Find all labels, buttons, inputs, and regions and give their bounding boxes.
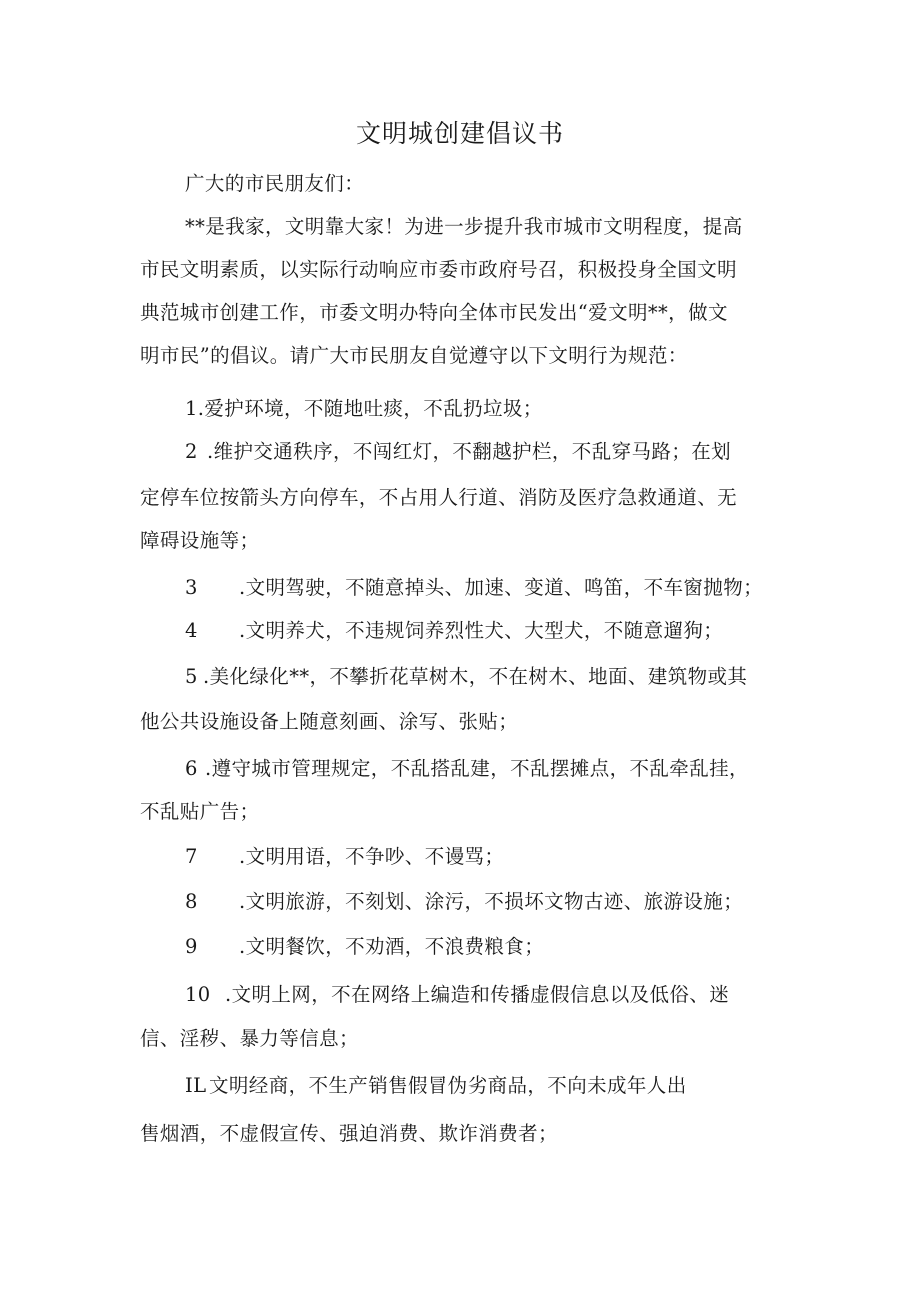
item-text: .维护交通秩序，不闯红灯，不翻越护栏，不乱穿马路；在划 bbox=[207, 440, 731, 463]
list-item-4 bbox=[185, 617, 723, 645]
item-text: .文明养犬，不违规饲养烈性犬、大型犬，不随意遛狗； bbox=[239, 619, 724, 642]
list-item-2 bbox=[185, 438, 731, 466]
item-number: 1. bbox=[185, 397, 205, 420]
list-item-3 bbox=[185, 574, 763, 602]
list-item-11 bbox=[185, 1072, 687, 1100]
item-text: .文明上网，不在网络上编造和传播虚假信息以及低俗、迷 bbox=[225, 983, 730, 1006]
intro-line-2: 市民文明素质，以实际行动响应市委市政府号召，积极投身全国文明 bbox=[140, 258, 738, 281]
item-number: 8 bbox=[185, 890, 198, 913]
list-item-5 bbox=[185, 663, 747, 691]
list-item-2-line-3: 障碍设施等； bbox=[140, 529, 260, 552]
item-text: .文明用语，不争吵、不谩骂； bbox=[239, 845, 505, 868]
list-item-5-line-2: 他公共设施设备上随意刻画、涂写、张贴； bbox=[140, 710, 519, 733]
item-number: 4 bbox=[185, 619, 198, 642]
item-number: 6 bbox=[185, 757, 198, 780]
item-number: 5 bbox=[185, 665, 198, 688]
salutation: 广大的市民朋友们： bbox=[185, 172, 365, 195]
item-number: 7 bbox=[185, 845, 198, 868]
item-number: 2 bbox=[185, 440, 198, 463]
item-text: .美化绿化**，不攀折花草树木，不在树木、地面、建筑物或其 bbox=[203, 665, 748, 688]
item-number: 9 bbox=[185, 935, 198, 958]
list-item-11-line-2: 售烟酒，不虚假宣传、强迫消费、欺诈消费者； bbox=[140, 1122, 558, 1145]
list-item-6-line-2: 不乱贴广告； bbox=[140, 800, 260, 823]
list-item-1 bbox=[185, 395, 543, 423]
intro-line-3: 典范城市创建工作，市委文明办特向全体市民发出“爱文明**，做文 bbox=[140, 301, 728, 324]
item-text: 文明经商，不生产销售假冒伪劣商品，不向未成年人出 bbox=[209, 1074, 687, 1097]
list-item-2-line-2: 定停车位按箭头方向停车，不占用人行道、消防及医疗急救通道、无 bbox=[140, 486, 738, 509]
item-text: .文明驾驶，不随意掉头、加速、变道、鸣笛，不车窗抛物； bbox=[239, 576, 763, 599]
item-number: 10 bbox=[185, 983, 211, 1006]
item-text: .遵守城市管理规定，不乱搭乱建，不乱摆摊点，不乱牵乱挂， bbox=[205, 757, 749, 780]
list-item-6 bbox=[185, 755, 749, 783]
item-text: 爱护环境，不随地吐痰，不乱扔垃圾； bbox=[204, 397, 543, 420]
item-number: IL bbox=[185, 1074, 207, 1097]
document-title: 文明城创建倡议书 bbox=[355, 119, 564, 148]
list-item-8 bbox=[185, 888, 743, 916]
item-number: 3 bbox=[185, 576, 198, 599]
list-item-10-line-2: 信、淫秽、暴力等信息； bbox=[140, 1027, 359, 1050]
item-text: .文明旅游，不刻划、涂污，不损坏文物古迹、旅游设施； bbox=[239, 890, 744, 913]
list-item-10 bbox=[185, 981, 729, 1009]
list-item-9 bbox=[185, 933, 544, 961]
list-item-7 bbox=[185, 843, 504, 871]
intro-line-4: 明市民”的倡议。请广大市民朋友自觉遵守以下文明行为规范： bbox=[140, 344, 688, 367]
item-text: .文明餐饮，不劝酒，不浪费粮食； bbox=[239, 935, 545, 958]
intro-line-1: **是我家，文明靠大家！为进一步提升我市城市文明程度，提高 bbox=[185, 215, 743, 238]
